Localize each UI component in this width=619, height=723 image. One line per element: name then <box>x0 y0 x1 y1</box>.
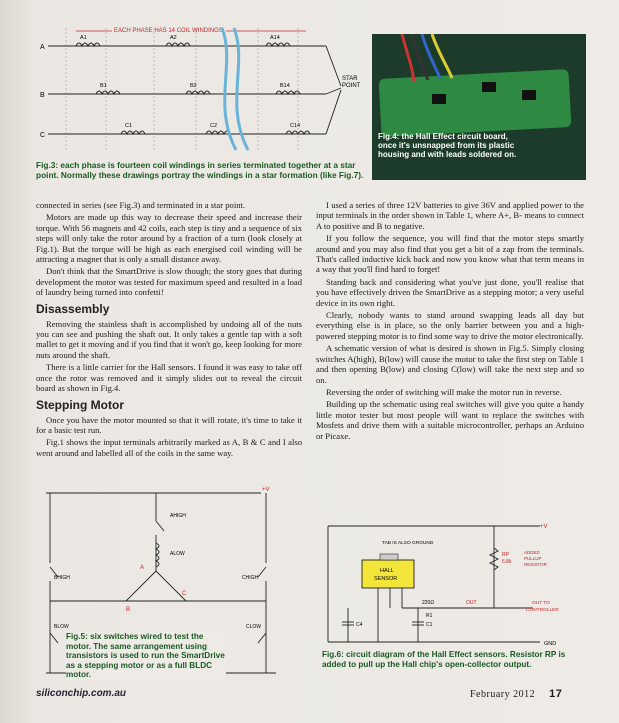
right-para-5: A schematic version of what is desired is shown in Fig.5. Simply closing switches A(high), B(low) will cause the motor to take the first step on Table 1 and then opening B(low) and closing C(low) will take the next step and so on. <box>316 343 584 385</box>
right-para-7: Building up the schematic using real switches will give you quite a handy little motor tester but most people will want to replace the switches with Mosfets and drive them with a suitable microcontroller, perhaps an Arduino or Picaxe. <box>316 399 584 441</box>
fig5-chigh: CHIGH <box>242 575 259 581</box>
fig3-coil-a1: A1 <box>80 35 87 41</box>
left-para-2: Motors are made up this way to decrease their speed and increase their torque. With 56 magnets and 42 coils, each step is tiny and a sequence of six steps will only take the rotor around by a fraction of a turn (look closely at Fig.1). But the torque will be high as each energised coil winding will be attracting a magnet that is only a small distance away. <box>36 212 302 265</box>
fig3-header: EACH PHASE HAS 14 COIL WINDINGS <box>114 28 223 34</box>
left-para-3: Don't think that the SmartDrive is slow though; the story goes that during development the motor was tested for maximum speed and resulted in a load of laundry being turned into confetti! <box>36 266 302 298</box>
fig3-label-b: B <box>40 92 45 99</box>
fig3-coil-diagram <box>36 24 371 154</box>
fig5-ahigh: AHIGH <box>170 513 186 519</box>
right-para-6: Reversing the order of switching will make the motor run in reverse. <box>326 386 562 397</box>
fig6-pullup: PULLUP <box>524 556 542 561</box>
right-para-2: If you follow the sequence, you will find that the motor steps smartly around and you may also find that you get a bit of a zap from the terminals. That's called inductive kick back and now you know what that term means in a way that you'll find hard to forget! <box>316 233 584 275</box>
footer-page-number: 17 <box>549 688 563 700</box>
heading-stepping-motor: Stepping Motor <box>36 397 124 412</box>
fig6-added: ADDED <box>524 550 540 555</box>
fig5-a: A <box>140 565 145 571</box>
fig6-c1: C1 <box>426 622 433 628</box>
fig5-blow: BLOW <box>54 624 69 630</box>
footer-issue-date: February 2012 <box>470 689 536 700</box>
left-para-6: Once you have the motor mounted so that it will rotate, it's time to take it for a basic test run. <box>36 414 302 435</box>
fig6-hall-circuit <box>318 518 588 658</box>
fig6-out-to: OUT TO <box>532 601 550 606</box>
fig6-hall: HALL <box>380 568 394 574</box>
left-para-4: Removing the stainless shaft is accomplished by undoing all of the nuts you can see and pushing the shaft out. It only takes a gentle tap with a soft mallet to get it moving and if you find that it won't go, keep looking for more nuts around the shaft. <box>36 318 302 360</box>
fig5-vplus: +V <box>262 487 270 493</box>
fig6-r1: R1 <box>426 613 433 619</box>
fig5-alow: ALOW <box>170 551 185 557</box>
right-para-4: Clearly, nobody wants to stand around swapping leads all day but everything else is in place, so the only barrier between you and a high-powered stepping motor is to find some way to drive the motor electronically. <box>316 310 584 341</box>
fig5-caption: Fig.5: six switches wired to test the motor. The same arrangement using transistors is used to run the SmartDrive as a stepping motor or as a full BLDC motor. <box>66 632 225 680</box>
fig3-caption: Fig.3: each phase is fourteen coil windings in series terminated together at a star point. Normally these drawings portray the windings in a star formation (like Fig.7). <box>36 160 364 180</box>
right-column <box>316 200 584 443</box>
left-para-7: Fig.1 shows the input terminals arbitrarily marked as A, B & C and I also went around and labelled all of the coils in the same way. <box>36 437 302 458</box>
fig6-out: OUT <box>466 600 477 606</box>
fig6-r1-value: 220Ω <box>422 600 435 606</box>
right-para-1: I used a series of three 12V batteries to give 36V and applied power to the input terminals in the order shown in Table 1, where A+, B- means to connect A to positive and B to negative. <box>316 200 584 231</box>
fig6-controller: CONTROLLER <box>526 608 559 613</box>
fig3-point: POINT <box>342 83 361 89</box>
fig5-bhigh: BHIGH <box>54 575 70 581</box>
left-column <box>36 200 302 460</box>
fig5-b: B <box>126 607 131 613</box>
footer-issue <box>470 688 562 700</box>
fig6-rp: RP <box>502 552 509 558</box>
fig3-coil-c1: C1 <box>125 123 133 129</box>
fig3-coil-b2: B2 <box>190 83 197 89</box>
fig3-label-a: A <box>40 44 45 51</box>
fig6-sensor: SENSOR <box>374 576 398 582</box>
left-para-5: There is a little carrier for the Hall sensors. I found it was easy to take off once the rotor was removed and it simply slides out to reveal the circuit board as shown in Fig.4. <box>36 362 302 394</box>
fig6-c4: C4 <box>356 622 363 628</box>
left-para-1: connected in series (see Fig.3) and terminated in a star point. <box>36 200 246 210</box>
fig4-caption: Fig.4: the Hall Effect circuit board, once it's unsnapped from its plastic housing and with leads soldered on. <box>378 132 517 159</box>
heading-disassembly: Disassembly <box>36 301 110 316</box>
fig6-rp-value: 6.8k <box>502 559 512 565</box>
fig3-coil-c14: C14 <box>290 123 301 129</box>
footer-site: siliconchip.com.au <box>36 688 127 699</box>
fig6-gnd: GND <box>544 641 557 647</box>
fig3-coil-a2: A2 <box>170 35 177 41</box>
fig5-clow: CLOW <box>246 624 261 630</box>
fig6-tab: TAB IS ALSO GROUND <box>382 541 434 546</box>
fig4-hall-board-photo <box>372 34 586 180</box>
fig3-coil-b1: B1 <box>100 83 107 89</box>
fig6-resistor: RESISTOR <box>524 562 547 567</box>
right-para-3: Standing back and considering what you've just done, you'll realise that you have effectively driven the SmartDrive as a stepping motor; a very useful device in its own right. <box>316 276 584 308</box>
fig6-caption: Fig.6: circuit diagram of the Hall Effect sensors. Resistor RP is added to pull up the Hall chip's open-collector output. <box>322 650 566 669</box>
fig3-label-c: C <box>40 132 46 139</box>
fig5-c: C <box>182 591 187 597</box>
fig3-coil-a14: A14 <box>270 35 280 41</box>
fig3-star: STAR <box>342 76 358 82</box>
fig3-coil-c2: C2 <box>210 123 218 129</box>
fig3-coil-b14: B14 <box>280 83 290 89</box>
fig6-vplus: +V <box>540 524 548 530</box>
